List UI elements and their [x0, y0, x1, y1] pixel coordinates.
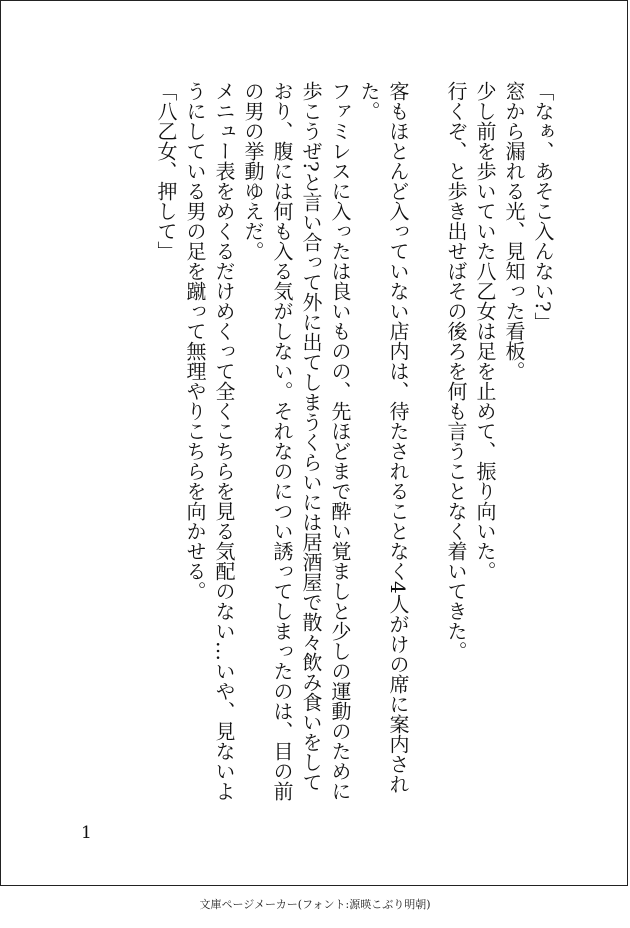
text-line: 窓から漏れる光、見知った看板。	[502, 81, 526, 381]
text-line: メニュー表をめくるだけめくって全くこちらを見る気配のない…いや、見ないよ	[212, 81, 236, 801]
text-line: 客もほとんど入っていない店内は、待たされることなく4人がけの席に案内され	[386, 81, 410, 794]
text-line: おり、腹には何も入る気がしない。それなのについ誘ってしまったのは、目の前	[270, 81, 294, 801]
text-line: の男の挙動ゆえだ。	[241, 81, 265, 261]
blank-line	[412, 81, 441, 841]
text-line: うにしている男の足を蹴って無理やりこちらを向かせる。	[183, 81, 207, 601]
footer-credit: 文庫ページメーカー(フォント:源暎こぶり明朝)	[199, 898, 431, 911]
vertical-text-block	[151, 81, 557, 841]
text-line: た。	[357, 81, 381, 121]
text-line: 行くぞ、と歩き出せばその後ろを何も言うことなく着いてきた。	[444, 81, 468, 661]
page-number: 1	[81, 823, 92, 843]
text-line: 「八乙女、押して」	[154, 81, 178, 261]
text-line: 「なぁ、あそこ入んない?」	[531, 81, 555, 332]
text-line: 歩こうぜ?と言い合って外に出てしまうくらいには居酒屋で散々飲み食いをして	[299, 81, 323, 792]
text-line: 少し前を歩いていた八乙女は足を止めて、振り向いた。	[473, 81, 497, 581]
text-line: ファミレスに入ったは良いものの、先ほどまで酔い覚ましと少しの運動のために	[328, 81, 352, 801]
